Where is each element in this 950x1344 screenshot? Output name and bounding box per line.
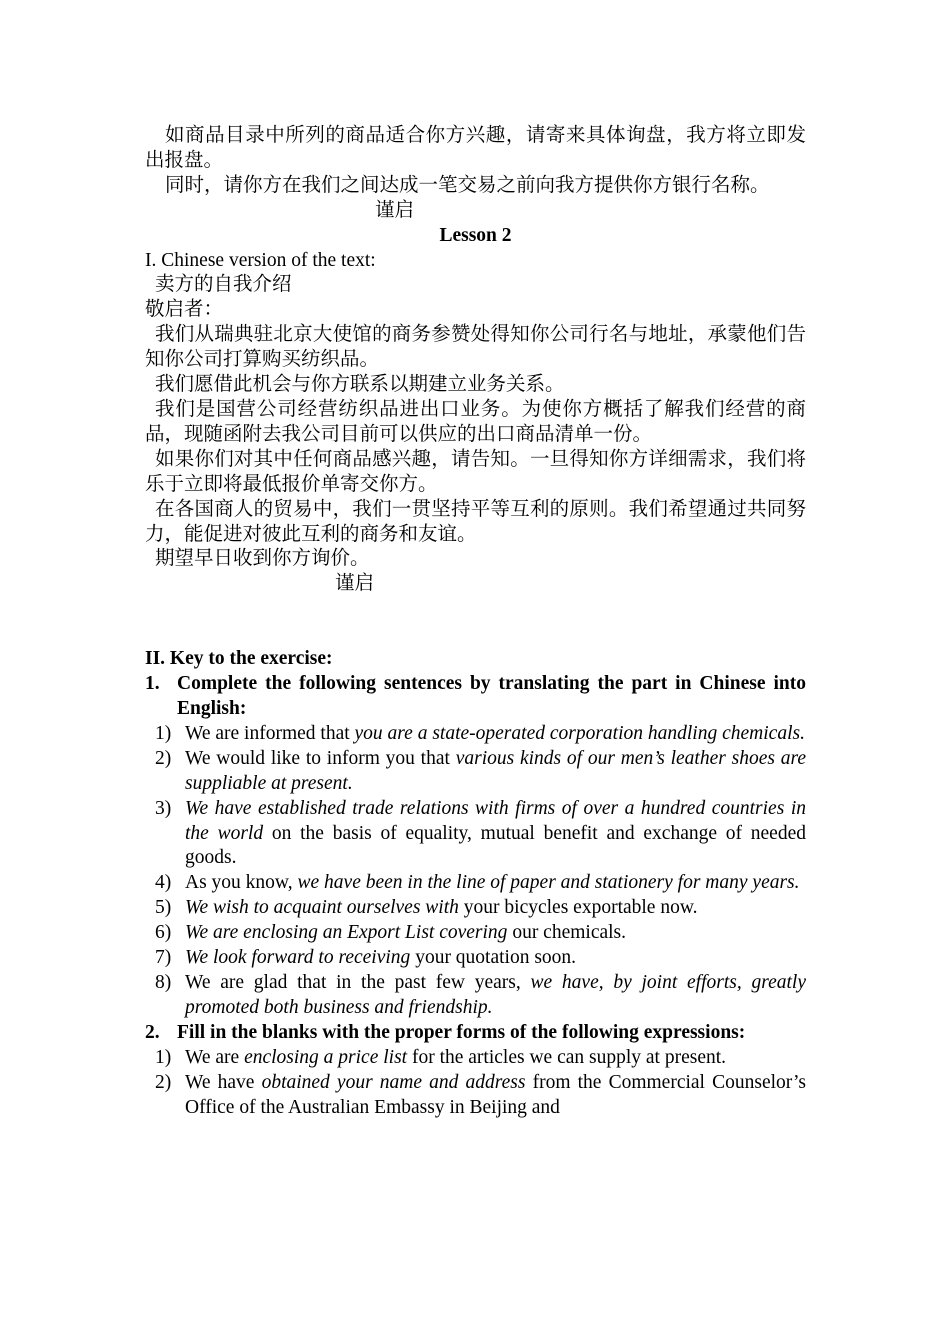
letter-paragraph: 我们愿借此机会与你方联系以期建立业务关系。 [155,374,565,396]
exercise-item [145,971,806,1021]
item-number [145,722,185,747]
item-answer: we have been in the line of paper and stationery for many years. [297,872,800,894]
item-text [185,896,806,921]
item-number-label: 1) [155,722,172,744]
item-answer: enclosing a price list [244,1046,408,1068]
exercise-item [145,946,806,971]
item-text-plain: As you know, [185,872,298,894]
item-number [145,971,185,1021]
item-text-plain: We are informed that [185,722,355,744]
item-text-plain: on the basis of equality, mutual benefit and exchange of needed goods. [185,822,806,869]
item-number-label: 2) [155,1071,172,1093]
item-text [185,1046,806,1071]
section2-heading: II. Key to the exercise: [145,648,333,670]
item-answer: you are a state-operated corporation handling chemicals. [354,722,805,744]
item-text-plain: your quotation soon. [410,947,577,969]
letter-subject: 卖方的自我介绍 [155,274,292,296]
item-text [185,747,806,797]
exercise1-list [145,722,806,1021]
item-number-label: 8) [155,972,172,993]
lesson-title: Lesson 2 [439,224,512,246]
letter-closing: 谨启 [335,573,375,595]
exercise-item [145,1071,806,1121]
top-paragraph-1: 如商品目录中所列的商品适合你方兴趣，请寄来具体询盘，我方将立即发出报盘。 [145,125,806,171]
exercise2-heading [145,1021,806,1046]
item-text-plain: our chemicals. [507,922,627,944]
item-number-label: 1) [155,1046,172,1068]
letter-paragraph: 如果你们对其中任何商品感兴趣，请告知。一旦得知你方详细需求，我们将乐于立即将最低报价单寄交你方。 [145,448,806,495]
spacer [145,597,806,647]
item-text-plain: for the articles we can supply at present. [407,1046,727,1068]
item-text-plain: We are [185,1046,245,1068]
item-number-label: 3) [155,797,172,819]
item-text [185,971,806,1021]
item-number [145,747,185,797]
top-closing: 谨启 [375,199,415,221]
item-answer: We have established trade relations with firms of over a hundred countries in the world [185,797,806,844]
item-number-label: 7) [155,947,172,969]
item-number [145,896,185,921]
exercise-item [145,896,806,921]
letter-paragraph: 我们是国营公司经营纺织品进出口业务。为使你方概括了解我们经营的商品，现随函附去我公司目前可以供应的出口商品清单一份。 [145,398,806,445]
item-answer: we have, by joint efforts, greatly promoted both business and friendship. [185,972,806,1018]
document-page [145,124,806,1120]
exercise-item [145,871,806,896]
item-number [145,946,185,971]
exercise1-title: Complete the following sentences by translating the part in Chinese into English: [177,673,806,720]
item-answer: We wish to acquaint ourselves with [185,897,459,919]
item-number-label: 5) [155,897,172,919]
item-number [145,797,185,872]
item-text-plain: from the Commercial Counselor’s Office of the Australian Embassy in Beijing and [185,1071,806,1118]
item-text-plain: We would like to inform you that [185,747,456,769]
item-answer: obtained your name and address [261,1071,526,1093]
top-paragraph-2: 同时，请你方在我们之间达成一笔交易之前向我方提供你方银行名称。 [165,174,770,196]
exercise-item [145,747,806,797]
letter-paragraph: 在各国商人的贸易中，我们一贯坚持平等互利的原则。我们希望通过共同努力，能促进对彼此互利的商务和友谊。 [145,498,806,545]
letter-paragraph: 期望早日收到你方询价。 [155,548,370,570]
item-text [185,921,806,946]
item-number [145,1071,185,1121]
exercise-item [145,722,806,747]
exercise-item [145,1046,806,1071]
item-text [185,722,806,747]
section1-heading: I. Chinese version of the text: [145,249,376,271]
item-text-plain: We are glad that in the past few years, [185,972,531,993]
item-answer: We look forward to receiving [185,947,411,969]
letter-paragraph: 我们从瑞典驻北京大使馆的商务参赞处得知你公司行名与地址，承蒙他们告知你公司打算购买纺织品。 [145,324,806,371]
item-text [185,946,806,971]
exercise-item [145,797,806,872]
item-number [145,921,185,946]
item-text [185,871,806,896]
letter-salutation: 敬启者： [145,299,224,321]
item-text-plain: We have [185,1071,262,1093]
exercise2-title: Fill in the blanks with the proper forms of the following expressions: [177,1021,746,1043]
item-number-label: 2) [155,747,172,769]
item-text [185,797,806,872]
exercise-item [145,921,806,946]
item-number-label: 6) [155,922,172,944]
item-answer: various kinds of our men’s leather shoes are suppliable at present. [185,747,806,794]
exercise2-list [145,1046,806,1121]
item-text [185,1071,806,1121]
item-number-label: 4) [155,872,172,894]
exercise1-number: 1. [145,673,160,695]
item-text-plain: your bicycles exportable now. [458,897,698,919]
item-number [145,871,185,896]
exercise2-number: 2. [145,1021,160,1043]
item-answer: We are enclosing an Export List covering [185,922,508,944]
item-number [145,1046,185,1071]
exercise1-heading [145,672,806,722]
